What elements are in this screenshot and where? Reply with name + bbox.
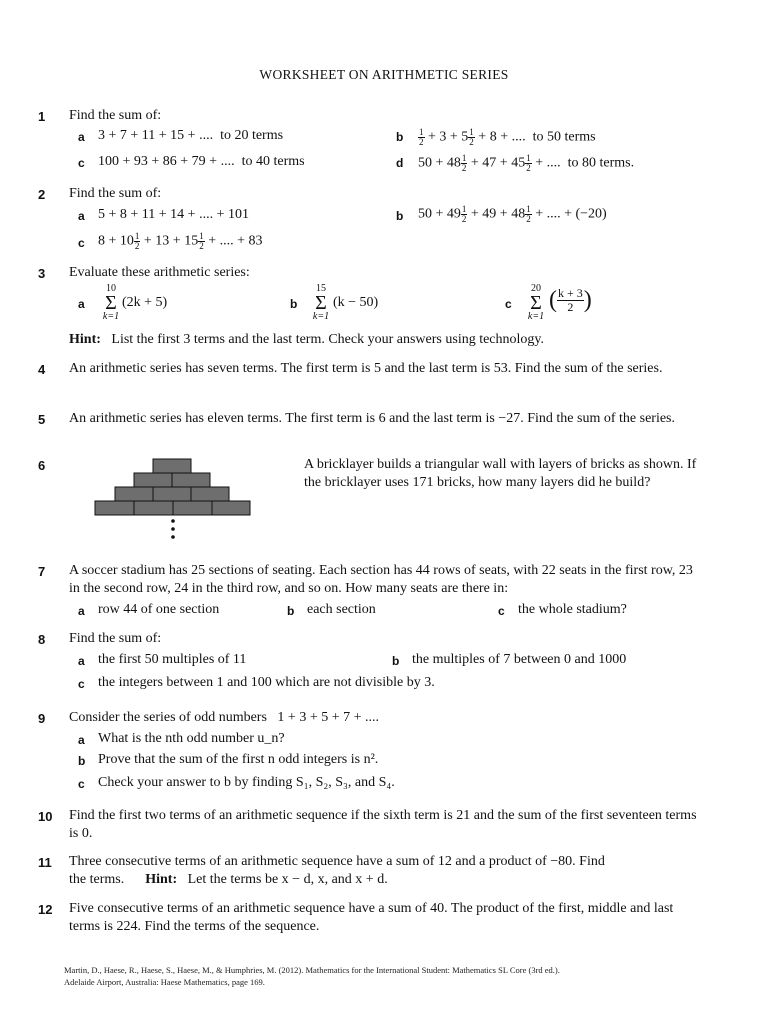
part-text: the multiples of 7 between 0 and 1000 (412, 652, 627, 667)
question-text: Consider the series of odd numbers 1 + 3 + 5 + 7 + .... (69, 710, 380, 725)
summation-symbol: 10 Σ k=1 (102, 283, 120, 322)
part-label: d (396, 156, 404, 170)
question-text: Three consecutive terms of an arithmetic sequence have a sum of 12 and a product of −80. Find (69, 854, 605, 869)
q1a-expression: 3 + 7 + 11 + 15 + .... to 20 terms (98, 128, 284, 143)
part-label: a (78, 209, 85, 223)
citation-footer (64, 964, 560, 988)
continuation-dots (168, 518, 178, 540)
q3a-expression: (2k + 5) (122, 295, 168, 310)
part-text: the first 50 multiples of 11 (98, 652, 247, 667)
part-label: c (78, 677, 85, 691)
question-text: Five consecutive terms of an arithmetic sequence have a sum of 40. The product of the first, middle and last terms is 224. Find the terms of the sequence. (69, 901, 674, 934)
part-label: a (78, 733, 85, 747)
question-text: A bricklayer builds a triangular wall with layers of bricks as shown. If the bricklayer uses 171 bricks, how many layers did he build? (304, 457, 697, 490)
question-text: A soccer stadium has 25 sections of seating. Each section has 44 rows of seats, with 22 seats in the first row, 23 in the second row, 24 in the third row, and so on. How many seats are there in: (69, 563, 693, 596)
part-label: b (78, 754, 86, 768)
summation-symbol: 20 Σ k=1 (527, 283, 545, 322)
part-label: b (290, 297, 298, 311)
summation-symbol: 15 Σ k=1 (312, 283, 330, 322)
question-number: 6 (38, 458, 46, 473)
question-number: 4 (38, 362, 46, 377)
q3c-expression: ( $\frac{k + 3}{2}$ ) (549, 286, 592, 314)
part-text: What is the nth odd number u_n? (98, 731, 285, 746)
part-label: c (498, 604, 505, 618)
part-label: c (505, 297, 512, 311)
question-number: 3 (38, 266, 46, 281)
page-title: WORKSHEET ON ARITHMETIC SERIES (259, 67, 509, 82)
q1c-expression: 100 + 93 + 86 + 79 + .... to 40 terms (98, 154, 305, 169)
q2c-expression: 8 + 10 $\frac{1}{2}$ + 13 + 15 $\frac{1}{2}$ + .... + 83 (98, 231, 263, 251)
part-text: Prove that the sum of the first n odd integers is n². (98, 752, 379, 767)
part-text: the whole stadium? (518, 602, 627, 617)
question-number: 2 (38, 187, 46, 202)
question-text: An arithmetic series has eleven terms. The first term is 6 and the last term is −27. Find the sum of the series. (69, 411, 675, 426)
question-text: Find the sum of: (69, 186, 162, 201)
part-label: b (396, 130, 404, 144)
question-number: 9 (38, 711, 46, 726)
part-label: a (78, 654, 85, 668)
q2b-expression: 50 + 49 $\frac{1}{2}$ + 49 + 48 $\frac{1}{2}$ + .... + (−20) (418, 204, 607, 224)
part-text: row 44 of one section (98, 602, 220, 617)
question-text: Find the sum of: (69, 108, 162, 123)
question-number: 12 (38, 902, 53, 917)
part-label: c (78, 777, 85, 791)
part-label: c (78, 156, 85, 170)
question-text: Find the sum of: (69, 631, 162, 646)
question-text: Find the first two terms of an arithmetic sequence if the sixth term is 21 and the sum of the first seventeen terms is 0. (69, 808, 697, 841)
part-label: a (78, 297, 85, 311)
q3b-expression: (k − 50) (333, 295, 379, 310)
hint-line: Hint: List the first 3 terms and the last term. Check your answers using technology. (69, 332, 545, 347)
citation-line: Adelaide Airport, Australia: Haese Mathematics, page 169. (64, 977, 265, 987)
q1d-expression: 50 + 48 $\frac{1}{2}$ + 47 + 45 $\frac{1}{2}$ + .... to 80 terms. (418, 153, 635, 173)
question-number: 1 (38, 109, 46, 124)
question-number: 11 (38, 855, 52, 870)
question-text: Evaluate these arithmetic series: (69, 265, 250, 280)
part-label: b (396, 209, 404, 223)
part-label: b (392, 654, 400, 668)
part-label: c (78, 236, 85, 250)
part-label: b (287, 604, 295, 618)
part-text: each section (307, 602, 376, 617)
question-number: 10 (38, 809, 53, 824)
question-number: 5 (38, 412, 46, 427)
q1b-expression: $\frac{1}{2}$ + 3 + 5 $\frac{1}{2}$ + 8 + .... to 50 terms (419, 127, 596, 147)
part-label: a (78, 130, 85, 144)
citation-line: Martin, D., Haese, R., Haese, S., Haese, M., & Humphries, M. (2012). Mathematics for the International Student: Mathematics SL Core (3rd ed.). (64, 965, 560, 975)
question-number: 8 (38, 632, 46, 647)
part-text: the integers between 1 and 100 which are not divisible by 3. (98, 675, 435, 690)
question-text: An arithmetic series has seven terms. The first term is 5 and the last term is 53. Find the sum of the series. (69, 361, 663, 376)
question-number: 7 (38, 564, 46, 579)
question-text-continued: the terms. Hint: Let the terms be x − d, x, and x + d. (69, 872, 388, 887)
q2a-expression: 5 + 8 + 11 + 14 + .... + 101 (98, 207, 249, 222)
part-text: Check your answer to b by finding S₁, S₂, S₃, and S₄. (98, 775, 395, 790)
part-label: a (78, 604, 85, 618)
